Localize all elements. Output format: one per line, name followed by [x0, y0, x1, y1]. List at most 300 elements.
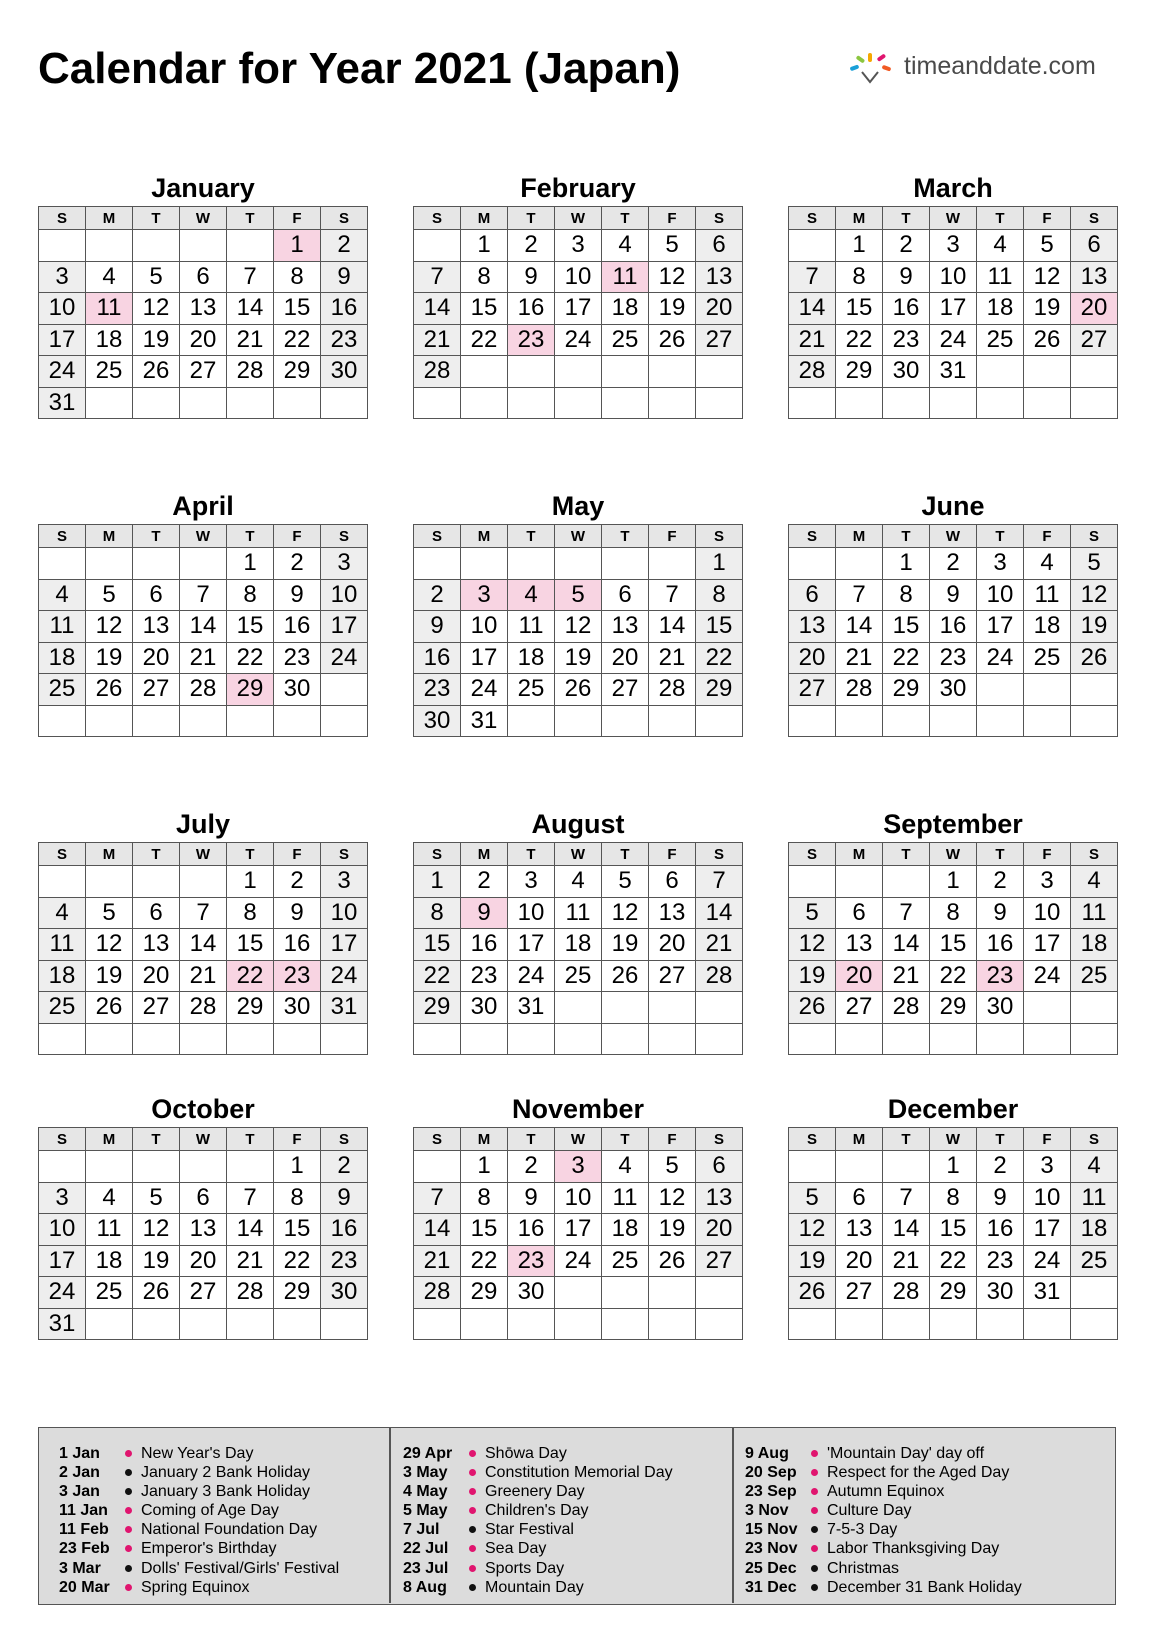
empty-cell	[274, 1023, 321, 1055]
day-cell: 15	[930, 1214, 977, 1246]
empty-cell	[602, 1308, 649, 1340]
week-row	[789, 897, 1118, 929]
empty-cell	[180, 548, 227, 580]
weekday-header: S	[789, 843, 836, 866]
legend-item	[745, 1444, 1075, 1463]
day-cell: 11	[602, 1182, 649, 1214]
day-cell: 15	[696, 611, 743, 643]
empty-cell	[180, 1151, 227, 1183]
day-cell: 27	[133, 992, 180, 1024]
day-cell: 3	[977, 548, 1024, 580]
empty-cell	[227, 705, 274, 737]
weekday-header: S	[696, 843, 743, 866]
legend-date: 3 May	[403, 1464, 448, 1482]
legend-holiday-name: 'Mountain Day' day off	[827, 1445, 985, 1462]
day-cell: 19	[649, 293, 696, 325]
day-cell: 29	[883, 674, 930, 706]
weekday-header: S	[39, 843, 86, 866]
legend-column	[59, 1444, 389, 1597]
day-cell: 21	[180, 642, 227, 674]
weekday-header: T	[883, 207, 930, 230]
day-cell: 8	[227, 897, 274, 929]
weekday-header: W	[555, 207, 602, 230]
day-cell: 7	[227, 1182, 274, 1214]
legend-item	[745, 1463, 1075, 1482]
day-cell: 14	[696, 897, 743, 929]
legend-holiday-name: National Foundation Day	[141, 1521, 318, 1539]
day-cell: 18	[1071, 1214, 1118, 1246]
empty-cell	[555, 1308, 602, 1340]
day-cell: 29	[696, 674, 743, 706]
day-cell: 17	[321, 929, 368, 961]
day-cell: 20	[836, 1245, 883, 1277]
empty-cell	[1071, 1023, 1118, 1055]
day-cell: 14	[227, 293, 274, 325]
day-cell: 11	[508, 611, 555, 643]
empty-cell	[414, 548, 461, 580]
day-cell: 27	[649, 960, 696, 992]
day-cell: 19	[133, 1245, 180, 1277]
weekday-header: W	[180, 525, 227, 548]
day-cell: 6	[696, 230, 743, 262]
week-row	[789, 992, 1118, 1024]
weekday-header: T	[602, 525, 649, 548]
day-cell: 14	[180, 929, 227, 961]
legend-date: 20 Sep	[745, 1464, 797, 1482]
public-holiday-dot-icon	[469, 1450, 476, 1457]
day-cell: 31	[930, 356, 977, 388]
day-cell: 16	[321, 293, 368, 325]
day-cell: 5	[133, 1182, 180, 1214]
day-cell: 15	[227, 929, 274, 961]
legend-holiday-name: January 2 Bank Holiday	[141, 1464, 310, 1482]
day-cell: 26	[789, 1277, 836, 1309]
legend-date: 9 Aug	[745, 1445, 789, 1462]
day-cell: 10	[977, 579, 1024, 611]
legend-holiday-name: New Year's Day	[141, 1445, 254, 1462]
empty-cell	[508, 1308, 555, 1340]
day-cell: 12	[789, 929, 836, 961]
legend-item	[745, 1482, 1075, 1501]
day-cell: 30	[321, 356, 368, 388]
weekday-header: M	[836, 525, 883, 548]
empty-cell	[414, 1308, 461, 1340]
day-cell: 12	[86, 929, 133, 961]
observance-dot-icon	[469, 1526, 476, 1533]
day-cell: 30	[977, 1277, 1024, 1309]
legend-item	[403, 1520, 733, 1539]
legend-divider	[389, 1428, 391, 1603]
day-cell: 3	[555, 230, 602, 262]
month-january	[38, 170, 368, 419]
week-row	[39, 1277, 368, 1309]
empty-cell	[321, 387, 368, 419]
empty-cell	[649, 548, 696, 580]
day-cell: 1	[883, 548, 930, 580]
month-table	[413, 1127, 743, 1340]
day-cell: 9	[883, 261, 930, 293]
week-row	[39, 1023, 368, 1055]
empty-cell	[1071, 674, 1118, 706]
day-cell: 15	[461, 293, 508, 325]
day-cell: 24	[461, 674, 508, 706]
day-cell: 27	[836, 992, 883, 1024]
empty-cell	[1071, 992, 1118, 1024]
weekday-header: F	[274, 1128, 321, 1151]
weekday-header: M	[86, 843, 133, 866]
legend-date: 8 Aug	[403, 1578, 447, 1596]
weekday-header: M	[86, 207, 133, 230]
week-row	[39, 230, 368, 262]
day-cell: 5	[1071, 548, 1118, 580]
weekday-header: F	[274, 207, 321, 230]
legend-holiday-name: Children's Day	[485, 1502, 589, 1520]
empty-cell	[836, 1151, 883, 1183]
empty-cell	[836, 866, 883, 898]
week-row	[789, 705, 1118, 737]
day-cell: 23	[274, 960, 321, 992]
weekday-header: F	[649, 1128, 696, 1151]
legend-holiday-name: Respect for the Aged Day	[827, 1464, 1010, 1482]
empty-cell	[274, 1308, 321, 1340]
day-cell: 6	[180, 1182, 227, 1214]
day-cell: 23	[977, 1245, 1024, 1277]
empty-cell	[508, 705, 555, 737]
weekday-header-row	[39, 1128, 368, 1151]
empty-cell	[696, 356, 743, 388]
day-cell: 24	[555, 1245, 602, 1277]
day-cell: 17	[39, 324, 86, 356]
day-cell: 29	[414, 992, 461, 1024]
week-row	[789, 1245, 1118, 1277]
empty-cell	[1024, 674, 1071, 706]
weekday-header: S	[1071, 207, 1118, 230]
day-cell: 21	[180, 960, 227, 992]
day-cell: 22	[414, 960, 461, 992]
day-cell: 10	[555, 1182, 602, 1214]
empty-cell	[930, 387, 977, 419]
page-title: Calendar for Year 2021 (Japan)	[38, 44, 681, 93]
week-row	[39, 992, 368, 1024]
observance-dot-icon	[811, 1526, 818, 1533]
empty-cell	[414, 387, 461, 419]
weekday-header: F	[1024, 525, 1071, 548]
day-cell: 4	[1071, 1151, 1118, 1183]
day-cell: 12	[649, 1182, 696, 1214]
empty-cell	[696, 1023, 743, 1055]
legend-column	[403, 1444, 733, 1597]
week-row	[789, 548, 1118, 580]
month-name: September	[883, 809, 1023, 839]
day-cell: 27	[1071, 324, 1118, 356]
week-row	[789, 960, 1118, 992]
day-cell: 19	[133, 324, 180, 356]
day-cell: 28	[227, 1277, 274, 1309]
day-cell: 8	[461, 261, 508, 293]
day-cell: 28	[696, 960, 743, 992]
empty-cell	[508, 548, 555, 580]
empty-cell	[602, 387, 649, 419]
day-cell: 16	[461, 929, 508, 961]
month-name: May	[551, 491, 605, 521]
day-cell: 18	[602, 293, 649, 325]
empty-cell	[321, 1308, 368, 1340]
week-row	[39, 293, 368, 325]
day-cell: 25	[1071, 1245, 1118, 1277]
day-cell: 3	[321, 866, 368, 898]
day-cell: 20	[180, 324, 227, 356]
day-cell: 12	[1071, 579, 1118, 611]
month-april	[38, 488, 368, 737]
day-cell: 30	[977, 992, 1024, 1024]
empty-cell	[86, 387, 133, 419]
day-cell: 30	[508, 1277, 555, 1309]
month-table	[413, 842, 743, 1055]
day-cell: 14	[180, 611, 227, 643]
empty-cell	[1071, 356, 1118, 388]
empty-cell	[696, 1308, 743, 1340]
empty-cell	[180, 705, 227, 737]
empty-cell	[930, 1023, 977, 1055]
day-cell: 18	[39, 642, 86, 674]
day-cell: 17	[39, 1245, 86, 1277]
day-cell: 13	[696, 261, 743, 293]
day-cell: 7	[414, 261, 461, 293]
empty-cell	[789, 866, 836, 898]
day-cell: 20	[133, 642, 180, 674]
week-row	[39, 642, 368, 674]
day-cell: 7	[696, 866, 743, 898]
day-cell: 4	[86, 1182, 133, 1214]
day-cell: 7	[789, 261, 836, 293]
weekday-header: F	[1024, 1128, 1071, 1151]
legend-column	[745, 1444, 1075, 1597]
empty-cell	[930, 1308, 977, 1340]
empty-cell	[649, 387, 696, 419]
empty-cell	[180, 1023, 227, 1055]
day-cell: 18	[977, 293, 1024, 325]
day-cell: 9	[508, 1182, 555, 1214]
legend-holiday-name: January 3 Bank Holiday	[141, 1483, 310, 1501]
legend-item	[59, 1520, 389, 1539]
day-cell: 26	[86, 674, 133, 706]
month-name: March	[913, 173, 993, 203]
month-table	[413, 206, 743, 419]
day-cell: 11	[39, 929, 86, 961]
month-name: June	[921, 491, 985, 521]
empty-cell	[789, 705, 836, 737]
day-cell: 2	[274, 866, 321, 898]
day-cell: 6	[180, 261, 227, 293]
day-cell: 3	[1024, 866, 1071, 898]
day-cell: 28	[227, 356, 274, 388]
day-cell: 8	[930, 897, 977, 929]
empty-cell	[180, 230, 227, 262]
month-may	[413, 488, 743, 737]
weekday-header: S	[414, 207, 461, 230]
empty-cell	[883, 387, 930, 419]
day-cell: 5	[649, 1151, 696, 1183]
legend-item	[59, 1482, 389, 1501]
weekday-header: T	[977, 1128, 1024, 1151]
day-cell: 5	[1024, 230, 1071, 262]
day-cell: 29	[930, 1277, 977, 1309]
day-cell: 23	[883, 324, 930, 356]
day-cell: 16	[414, 642, 461, 674]
public-holiday-dot-icon	[125, 1450, 132, 1457]
weekday-header-row	[414, 207, 743, 230]
week-row	[414, 611, 743, 643]
day-cell: 24	[321, 642, 368, 674]
day-cell: 9	[414, 611, 461, 643]
weekday-header: S	[39, 207, 86, 230]
empty-cell	[555, 356, 602, 388]
day-cell: 14	[883, 929, 930, 961]
day-cell: 3	[930, 230, 977, 262]
timeanddate-logo-icon	[848, 52, 900, 86]
legend-date: 22 Jul	[403, 1540, 449, 1558]
day-cell: 13	[180, 1214, 227, 1246]
day-cell: 24	[1024, 1245, 1071, 1277]
weekday-header: T	[508, 1128, 555, 1151]
day-cell: 7	[180, 579, 227, 611]
legend-item	[403, 1559, 733, 1578]
empty-cell	[883, 1151, 930, 1183]
day-cell: 19	[1071, 611, 1118, 643]
legend-holiday-name: Culture Day	[827, 1502, 912, 1520]
empty-cell	[836, 705, 883, 737]
day-cell: 6	[789, 579, 836, 611]
day-cell: 16	[930, 611, 977, 643]
day-cell: 5	[789, 1182, 836, 1214]
day-cell: 11	[602, 261, 649, 293]
legend-date: 20 Mar	[59, 1578, 110, 1596]
empty-cell	[977, 1308, 1024, 1340]
empty-cell	[86, 230, 133, 262]
day-cell: 6	[836, 897, 883, 929]
day-cell: 5	[555, 579, 602, 611]
day-cell: 18	[555, 929, 602, 961]
logo-text: timeanddate.com	[904, 52, 1096, 80]
day-cell: 19	[555, 642, 602, 674]
empty-cell	[977, 356, 1024, 388]
empty-cell	[461, 356, 508, 388]
week-row	[789, 1277, 1118, 1309]
day-cell: 2	[508, 1151, 555, 1183]
empty-cell	[1024, 356, 1071, 388]
empty-cell	[133, 1308, 180, 1340]
day-cell: 13	[836, 929, 883, 961]
empty-cell	[789, 1308, 836, 1340]
day-cell: 23	[321, 1245, 368, 1277]
week-row	[789, 674, 1118, 706]
day-cell: 4	[1024, 548, 1071, 580]
weekday-header: F	[649, 207, 696, 230]
empty-cell	[461, 1308, 508, 1340]
day-cell: 31	[321, 992, 368, 1024]
weekday-header: M	[461, 843, 508, 866]
day-cell: 26	[1024, 324, 1071, 356]
day-cell: 10	[508, 897, 555, 929]
day-cell: 10	[1024, 1182, 1071, 1214]
legend-date: 11 Jan	[59, 1502, 108, 1520]
day-cell: 15	[930, 929, 977, 961]
weekday-header: T	[602, 843, 649, 866]
day-cell: 25	[39, 992, 86, 1024]
weekday-header: M	[86, 525, 133, 548]
day-cell: 22	[274, 1245, 321, 1277]
week-row	[39, 1245, 368, 1277]
day-cell: 24	[1024, 960, 1071, 992]
day-cell: 1	[461, 230, 508, 262]
legend-holiday-name: Christmas	[827, 1559, 900, 1577]
day-cell: 10	[461, 611, 508, 643]
empty-cell	[789, 548, 836, 580]
weekday-header-row	[414, 525, 743, 548]
day-cell: 28	[883, 992, 930, 1024]
day-cell: 14	[414, 293, 461, 325]
legend-date: 23 Feb	[59, 1540, 110, 1558]
weekday-header: W	[930, 525, 977, 548]
day-cell: 23	[461, 960, 508, 992]
week-row	[789, 261, 1118, 293]
empty-cell	[227, 230, 274, 262]
day-cell: 2	[508, 230, 555, 262]
empty-cell	[696, 1277, 743, 1309]
empty-cell	[602, 356, 649, 388]
day-cell: 28	[883, 1277, 930, 1309]
weekday-header: T	[227, 1128, 274, 1151]
legend-item	[59, 1444, 389, 1463]
day-cell: 27	[836, 1277, 883, 1309]
public-holiday-dot-icon	[125, 1545, 132, 1552]
week-row	[414, 1308, 743, 1340]
day-cell: 22	[227, 960, 274, 992]
day-cell: 11	[39, 611, 86, 643]
weekday-header-row	[789, 525, 1118, 548]
day-cell: 2	[930, 548, 977, 580]
day-cell: 18	[1071, 929, 1118, 961]
timeanddate-logo[interactable]	[848, 48, 1128, 88]
day-cell: 20	[649, 929, 696, 961]
month-table	[38, 842, 368, 1055]
legend-date: 3 Jan	[59, 1483, 100, 1501]
day-cell: 26	[789, 992, 836, 1024]
day-cell: 19	[789, 1245, 836, 1277]
week-row	[414, 579, 743, 611]
day-cell: 21	[696, 929, 743, 961]
weekday-header: S	[39, 1128, 86, 1151]
week-row	[414, 387, 743, 419]
day-cell: 4	[39, 579, 86, 611]
day-cell: 3	[39, 1182, 86, 1214]
day-cell: 28	[836, 674, 883, 706]
week-row	[39, 1214, 368, 1246]
empty-cell	[555, 705, 602, 737]
weekday-header: T	[977, 207, 1024, 230]
legend-date: 2 Jan	[59, 1464, 100, 1482]
weekday-header: T	[883, 525, 930, 548]
day-cell: 19	[789, 960, 836, 992]
day-cell: 22	[696, 642, 743, 674]
week-row	[414, 324, 743, 356]
day-cell: 2	[321, 1151, 368, 1183]
public-holiday-dot-icon	[811, 1507, 818, 1514]
month-september	[788, 806, 1118, 1055]
day-cell: 22	[274, 324, 321, 356]
day-cell: 29	[461, 1277, 508, 1309]
day-cell: 16	[508, 293, 555, 325]
